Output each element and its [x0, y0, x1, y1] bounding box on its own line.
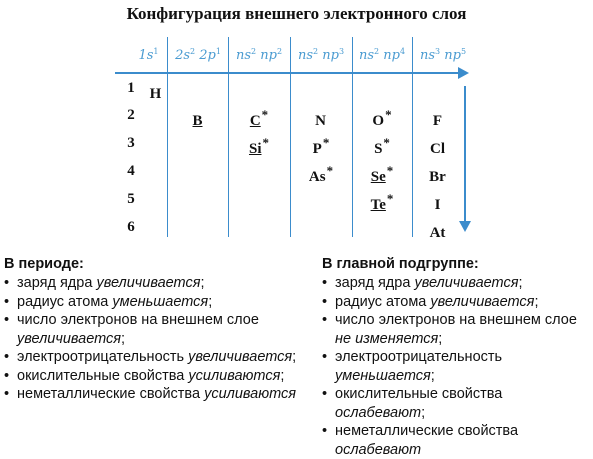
element-at: At [429, 225, 446, 241]
element-se: Se* [370, 163, 394, 185]
row-number: 2 [127, 107, 135, 123]
arrow-right-icon [458, 67, 469, 79]
period-list [4, 274, 304, 404]
element-as: As* [308, 163, 334, 185]
row-number: 1 [127, 80, 135, 96]
period-item: • окислительные свойства усиливаются; [4, 367, 304, 386]
element-te: Te* [370, 191, 394, 213]
element-b: B [192, 113, 203, 129]
group-item: • неметаллические свойства ослабевают [322, 422, 590, 459]
group-item: • окислительные свойства ослабевают; [322, 385, 590, 422]
element-o: O* [372, 107, 392, 129]
page-title: Конфигурация внешнего электронного слоя [126, 4, 467, 23]
period-section [4, 256, 304, 404]
header-ns3-np5: $ns^3$ $np^5$ [419, 47, 467, 63]
period-item: • электроотрицательность увеличивается; [4, 348, 304, 367]
header-ns2-np4: $ns^2$ $np^4$ [358, 47, 406, 63]
header-ns2-np2: $ns^2$ $np^2$ [235, 47, 283, 63]
element-h: H [149, 86, 162, 102]
element-br: Br [429, 169, 446, 185]
period-item: • неметаллические свойства усиливаются [4, 385, 304, 404]
group-item: • число электронов на внешнем слое не изменяется; [322, 311, 590, 348]
period-item: • радиус атома уменьшается; [4, 293, 304, 312]
period-item: • число электронов на внешнем слое увеличивается; [4, 311, 304, 348]
element-i: I [434, 197, 441, 213]
group-list [322, 274, 590, 459]
element-s: S* [374, 135, 390, 157]
header-1s1: $1s^1$ [138, 47, 159, 63]
group-item: • радиус атома увеличивается; [322, 293, 590, 312]
header-2s2-2p1: $2s^2$ $2p^1$ [175, 47, 221, 63]
element-f: F [432, 113, 443, 129]
row-number: 3 [127, 135, 135, 151]
element-p: P* [312, 135, 330, 157]
element-si: Si* [248, 135, 269, 157]
row-number: 6 [127, 219, 135, 235]
row-number: 4 [127, 163, 135, 179]
group-section [322, 256, 590, 459]
horizontal-arrow-line [115, 72, 460, 74]
element-cl: Cl [430, 141, 445, 157]
row-number: 5 [127, 191, 135, 207]
group-item: • заряд ядра увеличивается; [322, 274, 590, 293]
column-divider [167, 37, 168, 237]
group-item: • электроотрицательность уменьшается; [322, 348, 590, 385]
element-n: N [315, 113, 326, 129]
period-item: • заряд ядра увеличивается; [4, 274, 304, 293]
element-c: C* [249, 107, 269, 129]
group-heading: В главной подгруппе: [322, 256, 479, 272]
header-ns2-np3: $ns^2$ $np^3$ [297, 47, 345, 63]
period-heading: В периоде: [4, 256, 84, 272]
